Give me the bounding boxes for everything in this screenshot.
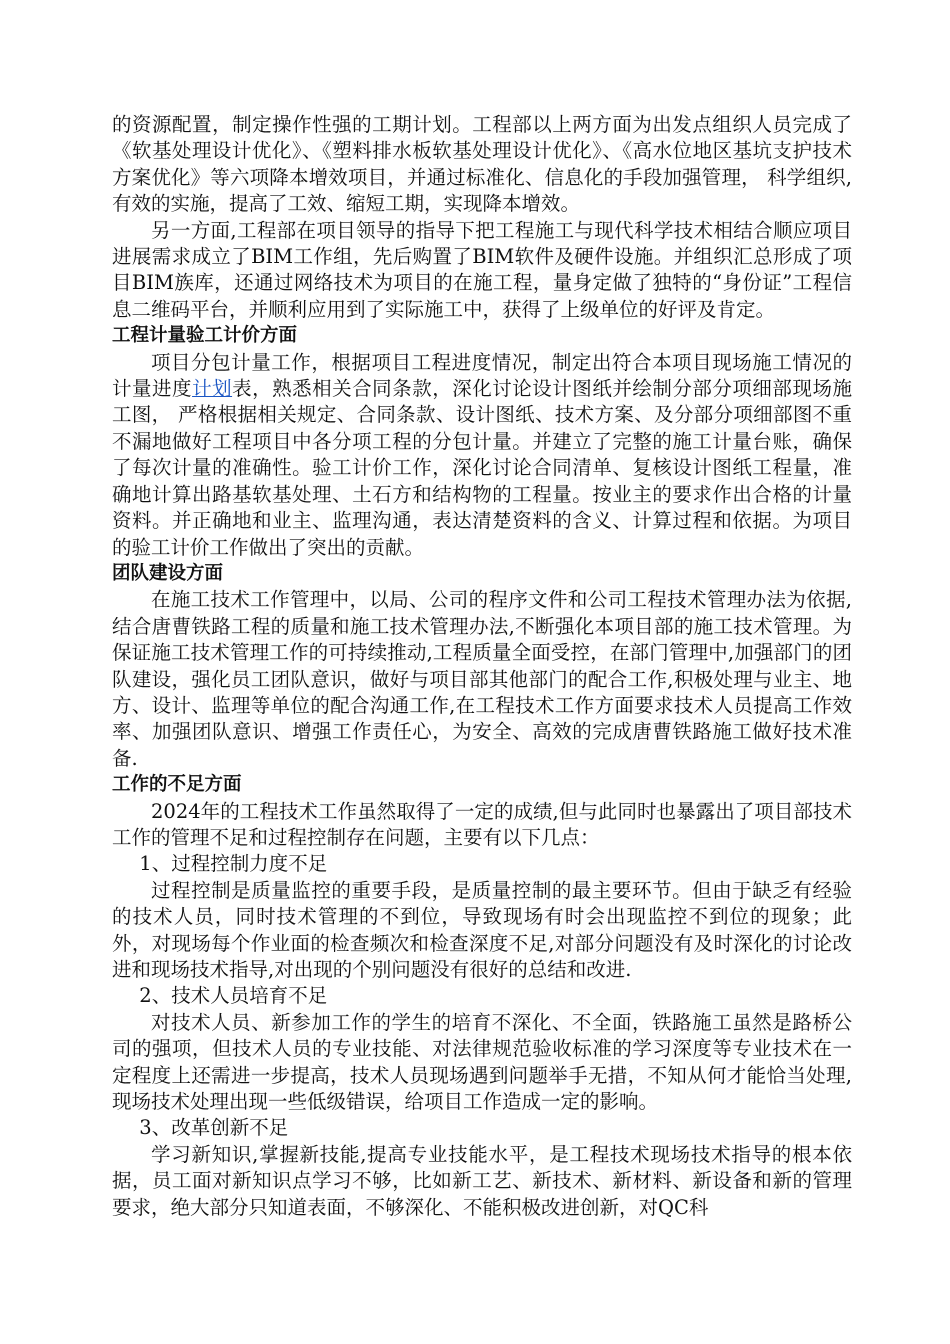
item-3-body: 学习新知识,掌握新技能,提高专业技能水平，是工程技术现场技术指导的根本依据，员工面对新知识点学习不够，比如新工艺、新技术、新材料、新设备和新的管理要求，绝大部分只知道表面，不够深化、不能积极改进创新，对QC科	[112, 1142, 852, 1219]
item-1-body: 过程控制是质量监控的重要手段，是质量控制的最主要环节。但由于缺乏有经验的技术人员，同时技术管理的不到位，导致现场有时会出现监控不到位的现象；此外，对现场每个作业面的检查频次和检查深度不足,对部分问题没有及时深化的讨论改进和现场技术指导,对出现的个别问题没有很好的总结和改进.	[112, 878, 852, 981]
paragraph-bim: 另一方面,工程部在项目领导的指导下把工程施工与现代科学技术相结合顺应项目进展需求成立了BIM工作组，先后购置了BIM软件及硬件设施。并组织汇总形成了项目BIM族库，还通过网络技术为项目的在施工程，量身定做了独特的“身份证”工程信息二维码平台，并顺利应用到了实际施工中，获得了上级单位的好评及肯定。	[112, 218, 852, 321]
paragraph-team-building: 在施工技术工作管理中，以局、公司的程序文件和公司工程技术管理办法为依据,结合唐曹铁路工程的质量和施工技术管理办法,不断强化本项目部的施工技术管理。为保证施工技术管理工作的可持续推动,工程质量全面受控，在部门管理中,加强部门的团队建设，强化员工团队意识，做好与项目部其他部门的配合工作,积极处理与业主、地方、设计、监理等单位的配合沟通工作,在工程技术工作方面要求技术人员提高工作效率、加强团队意识、增强工作责任心，为安全、高效的完成唐曹铁路施工做好技术准备.	[112, 588, 852, 770]
item-2-body: 对技术人员、新参加工作的学生的培育不深化、不全面，铁路施工虽然是路桥公司的强项，但技术人员的专业技能、对法律规范验收标准的学习深度等专业技术在一定程度上还需进一步提高，技术人员现场遇到问题举手无措，不知从何才能恰当处理,现场技术处理出现一些低级错误，给项目工作造成一定的影响。	[112, 1010, 852, 1114]
heading-shortcomings: 工作的不足方面	[112, 774, 242, 796]
heading-team-building: 团队建设方面	[112, 562, 224, 584]
item-1-heading: 1、过程控制力度不足	[139, 852, 328, 876]
paragraph-resource-allocation: 的资源配置，制定操作性强的工期计划。工程部以上两方面为出发点组织人员完成了《软基处理设计优化》、《塑料排水板软基处理设计优化》、《高水位地区基坑支护技术方案优化》等六项降本增效项目，并通过标准化、信息化的手段加强管理， 科学组织,有效的实施，提高了工效、缩短工期，实现降本增效。	[112, 113, 852, 216]
paragraph-measurement-text-a: 项目分包计量工作，根据项目工程进度情况，制定出符合本项目现场施工情况的计量进度	[112, 350, 852, 401]
paragraph-shortcomings-intro: 2024年的工程技术工作虽然取得了一定的成绩,但与此同时也暴露出了项目部技术工作的管理不足和过程控制存在问题，主要有以下几点：	[112, 799, 852, 849]
item-2-heading: 2、技术人员培育不足	[139, 984, 328, 1008]
plan-link[interactable]: 计划	[192, 377, 233, 401]
paragraph-measurement	[112, 350, 852, 561]
heading-measurement: 工程计量验工计价方面	[112, 325, 298, 347]
document-page	[112, 112, 852, 1221]
item-3-heading: 3、改革创新不足	[139, 1116, 289, 1140]
paragraph-measurement-text-b: 表，熟悉相关合同条款，深化讨论设计图纸并绘制分部分项细部现场施工图， 严格根据相关规定、合同条款、设计图纸、技术方案、及分部分项细部图不重不漏地做好工程项目中各分项工程的分包计量。并建立了完整的施工计量台账，确保了每次计量的准确性。验工计价工作，深化讨论合同清单、复核设计图纸工程量，准确地计算出路基软基处理、土石方和结构物的工程量。按业主的要求作出合格的计量资料。并正确地和业主、监理沟通，表达清楚资料的含义、计算过程和依据。为项目的验工计价工作做出了突出的贡献。	[112, 377, 852, 559]
